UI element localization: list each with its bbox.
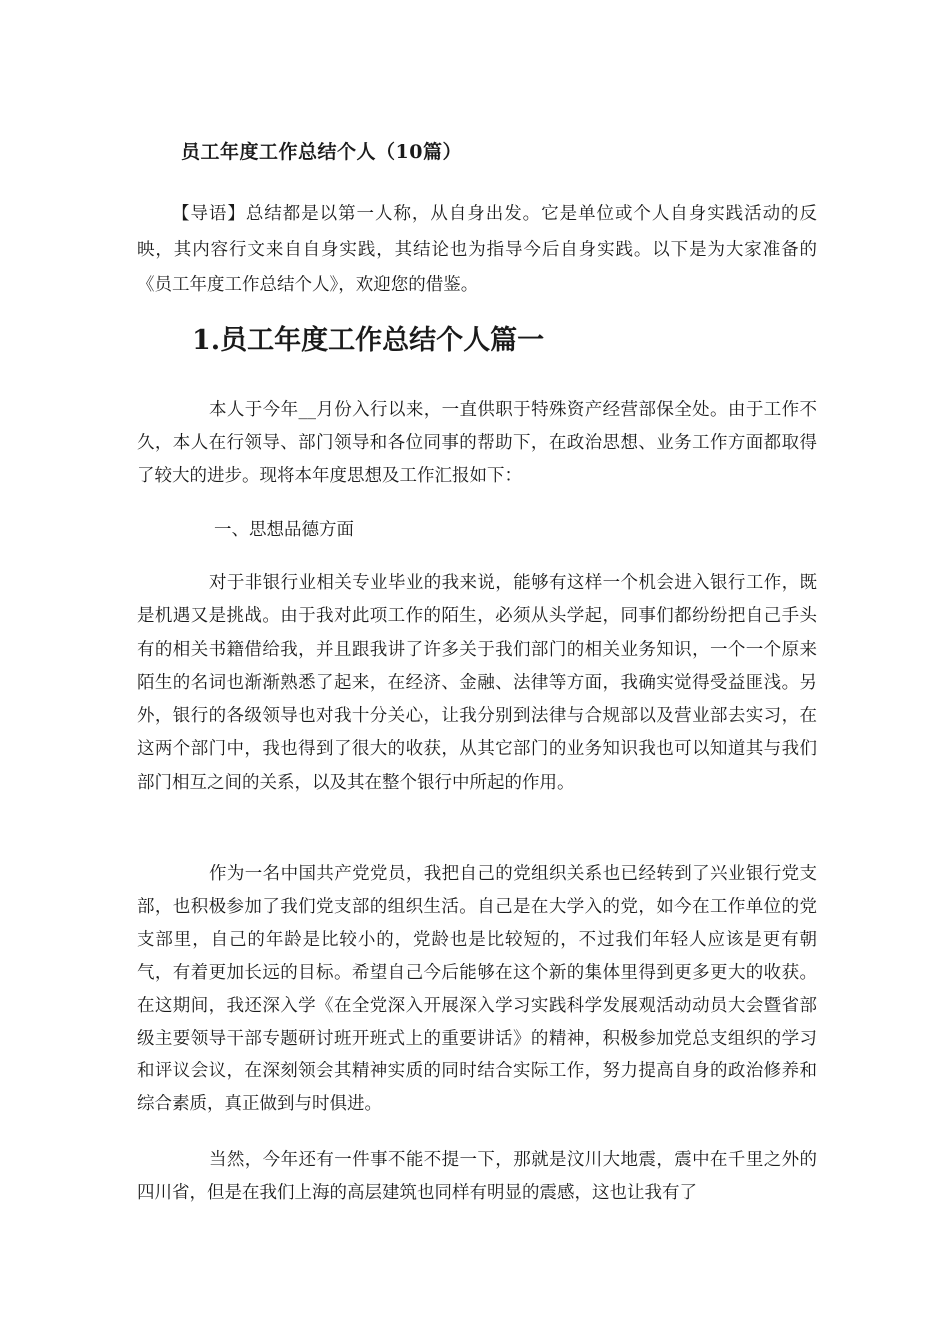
document-title: 员工年度工作总结个人（10篇） — [181, 141, 462, 163]
subheading: 一、思想品德方面 — [214, 520, 354, 540]
body-paragraph: 作为一名中国共产党党员，我把自己的党组织关系也已经转到了兴业银行党支部，也积极参加了我们党支部的组织生活。自己是在大学入的党，如今在工作单位的党支部里，自己的年龄是比较小的，党龄也是比较短的，不过我们年轻人应该是更有朝气，有着更加长远的目标。希望自己今后能够在这个新的集体里得到更多更大的收获。在这期间，我还深入学《在全党深入开展深入学习实践科学发展观活动动员大会暨省部级主要领导干部专题研讨班开班式上的重要讲话》的精神，积极参加党总支组织的学习和评议会议，在深刻领会其精神实质的同时结合实际工作，努力提高自身的政治修养和综合素质，真正做到与时俱进。 — [137, 864, 817, 1115]
intro-paragraph: 【导语】总结都是以第一人称，从自身出发。它是单位或个人自身实践活动的反映，其内容行文来自自身实践，其结论也为指导今后自身实践。以下是为大家准备的《员工年度工作总结个人》，欢迎您的借鉴。 — [137, 204, 817, 295]
body-paragraph: 对于非银行业相关专业毕业的我来说，能够有这样一个机会进入银行工作，既是机遇又是挑战。由于我对此项工作的陌生，必须从头学起，同事们都纷纷把自己手头有的相关书籍借给我，并且跟我讲了许多关于我们部门的相关业务知识，一个一个原来陌生的名词也渐渐熟悉了起来，在经济、金融、法律等方面，我确实觉得受益匪浅。另外，银行的各级领导也对我十分关心，让我分别到法律与合规部以及营业部去实习，在这两个部门中，我也得到了很大的收获，从其它部门的业务知识我也可以知道其与我们部门相互之间的关系，以及其在整个银行中所起的作用。 — [137, 573, 817, 793]
section-title: 1.员工年度工作总结个人篇一 — [192, 325, 545, 356]
body-paragraph: 当然，今年还有一件事不能不提一下，那就是汶川大地震，震中在千里之外的四川省，但是在我们上海的高层建筑也同样有明显的震感，这也让我有了 — [137, 1150, 817, 1203]
body-paragraph: 本人于今年__月份入行以来，一直供职于特殊资产经营部保全处。由于工作不久，本人在行领导、部门领导和各位同事的帮助下，在政治思想、业务工作方面都取得了较大的进步。现将本年度思想及工作汇报如下： — [137, 400, 817, 486]
